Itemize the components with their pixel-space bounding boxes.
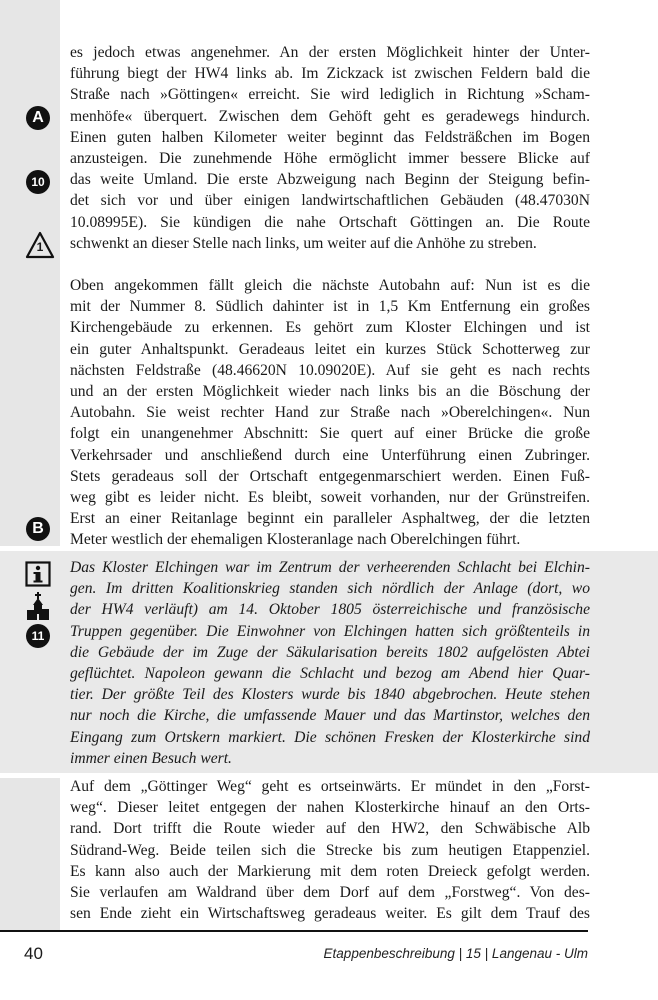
text-line: gen. Im dritten Koalitionskrieg standen sich nördlich der Anlage (dort, wo: [70, 580, 590, 598]
text-line: Kirchengebäude zu erkennen. Es gehört zum Kloster Elchingen und ist: [70, 319, 590, 337]
text-line: weg“. Dieser leitet entgegen der nahen Klosterkirche hinauf an den Orts-: [70, 799, 590, 817]
text-line: Truppen gegenüber. Die Einwohner von Elchingen hatten sich größtenteils in: [70, 622, 590, 640]
text-line: nur noch die Kirche, die umfassende Mauer und das Martinstor, welches den: [70, 707, 590, 725]
warning-triangle-icon: [25, 231, 55, 259]
text-line: ein guter Anhaltspunkt. Geradeaus leitet ein kurzes Stück Schotterweg zur: [70, 340, 590, 358]
text-line: immer einen Besuch wert.: [70, 749, 232, 767]
text-line: Sie verlaufen am Waldrand über dem Dorf auf dem „Forstweg“. Von des-: [70, 884, 590, 902]
text-line: anzusteigen. Die zunehmende Höhe ermöglicht immer bessere Blicke auf: [70, 150, 590, 168]
waypoint-marker-a: A: [26, 106, 50, 130]
text-line: menhöfe« überquert. Zwischen dem Gehöft geht es geradewegs hindurch.: [70, 107, 590, 125]
text-line: Straße nach »Göttingen« erreicht. Sie wird lediglich in Richtung »Scham-: [70, 86, 590, 104]
margin-separator: [0, 546, 60, 551]
text-line: und an der ersten Möglichkeit wieder nach links bis an die Böschung der: [70, 383, 590, 401]
text-line: der HW4 verläuft) am 14. Oktober 1805 österreichische und französische: [70, 601, 590, 619]
waypoint-marker-b: B: [26, 517, 50, 541]
paragraph-2: [70, 275, 590, 551]
text-line: rand. Dort trifft die Route wieder auf den HW2, den Schwäbische Alb: [70, 820, 590, 838]
page-number: 40: [24, 944, 43, 963]
footer-rule: [0, 930, 588, 932]
waypoint-marker-11: 11: [26, 624, 50, 648]
text-line: mit der Nummer 8. Südlich dahinter ist in 1,5 Km Entfernung ein großes: [70, 298, 590, 316]
info-paragraph: [70, 557, 590, 769]
text-line: schwenkt an dieser Stelle nach links, um weiter auf die Anhöhe zu streben.: [70, 234, 537, 252]
text-line: weg gibt es leider nicht. Es bleibt, soweit vorhanden, nur der Grünstreifen.: [70, 489, 590, 507]
waypoint-marker-10: 10: [26, 170, 50, 194]
margin-separator: [0, 773, 60, 778]
margin-column: [0, 0, 60, 930]
text-line: Stets geradeaus soll der Ortschaft entgegenmarschiert werden. Einen Fuß-: [70, 467, 590, 485]
text-line: führung biegt der HW4 links ab. Im Zickzack ist zwischen Feldern bald die: [70, 65, 590, 83]
text-line: die Gebäude der im Zuge der Säkularisation bereits 1802 aufgelösten Abtei: [70, 643, 590, 661]
running-footer: Etappenbeschreibung | 15 | Langenau - Ulm: [323, 946, 588, 961]
text-line: geflüchtet. Napoleon gewann die Schlacht und bezog am Abend hier Quar-: [70, 665, 590, 683]
text-line: das weite Umland. Die erste Abzweigung nach Beginn der Steigung befin-: [70, 171, 590, 189]
text-line: det sich vor und über einigen landwirtschaftlichen Gebäuden (48.47030N: [70, 192, 590, 210]
text-line: Erst an einer Reitanlage beginnt ein paralleler Asphaltweg, der die letzten: [70, 510, 590, 528]
text-line: tier. Der größte Teil des Klosters wurde bis 1840 abgebrochen. Heute stehen: [70, 686, 590, 704]
text-line: Meter westlich der ehemaligen Klosteranlage nach Oberelchingen führt.: [70, 531, 521, 549]
warning-number: 1: [36, 240, 44, 254]
paragraph-3: [70, 776, 590, 924]
text-line: Eingang zum Ortskern markiert. Die schönen Fresken der Klosterkirche sind: [70, 728, 590, 746]
text-line: es jedoch etwas angenehmer. An der ersten Möglichkeit hinter der Unter-: [70, 44, 590, 61]
text-line: folgt ein unangenehmer Abschnitt: Sie quert auf einer Brücke die große: [70, 425, 590, 443]
text-line: Oben angekommen fällt gleich die nächste Autobahn auf: Nun ist es die: [70, 277, 590, 294]
text-line: sen Ende zieht ein Wirtschaftsweg geradeaus weiter. Es gilt dem Trauf des: [70, 905, 590, 923]
text-line: Autobahn. Sie weist rechter Hand zur Straße nach »Oberelchingen«. Nun: [70, 404, 590, 422]
text-line: Südrand-Weg. Beide teilen sich die Strecke bis zum heutigen Etappenziel.: [70, 841, 590, 859]
church-icon: [25, 592, 51, 620]
text-line: Einen guten halben Kilometer weiter beginnt das Feldsträßchen im Bogen: [70, 128, 590, 146]
paragraph-1: [70, 42, 590, 254]
text-line: nächsten Feldstraße (48.46620N 10.09020E). Auf sie geht es nach rechts: [70, 361, 590, 379]
text-line: 10.08995E). Sie kündigen die nahe Ortschaft Göttingen an. Die Route: [70, 213, 590, 231]
text-line: Verkehrsader und anschließend durch eine Unterführung einen Zubringer.: [70, 446, 590, 464]
info-icon: [25, 561, 51, 587]
text-line: Auf dem „Göttinger Weg“ geht es ortseinwärts. Er mündet in den „Forst-: [70, 778, 590, 795]
text-line: Es kann also auch der Markierung mit dem roten Dreieck gefolgt werden.: [70, 862, 590, 880]
text-line: Das Kloster Elchingen war im Zentrum der verheerenden Schlacht bei Elchin-: [70, 559, 590, 576]
